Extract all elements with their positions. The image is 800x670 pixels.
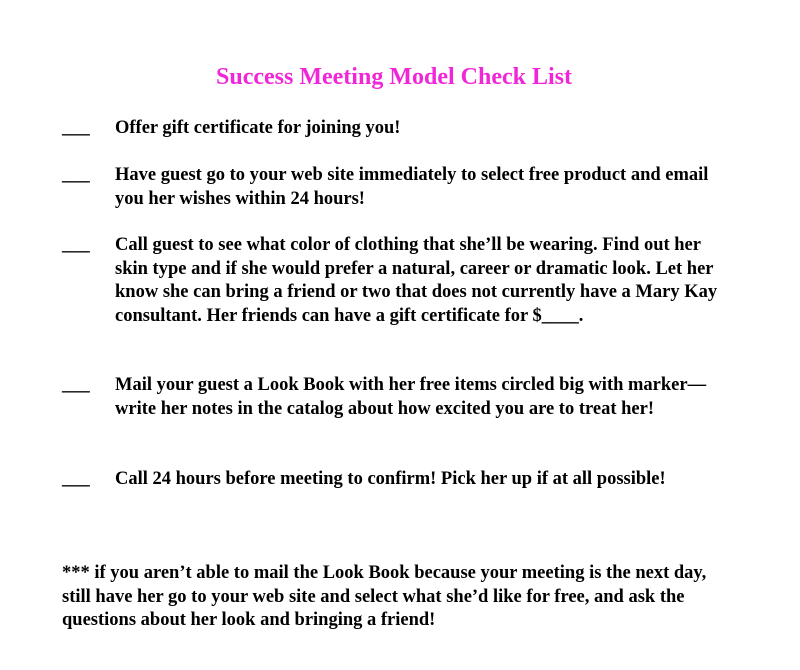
checkbox-blank: ___ — [62, 469, 90, 489]
page-title: Success Meeting Model Check List — [216, 64, 572, 90]
checklist-item-text: Mail your guest a Look Book with her free items circled big with marker—write her notes in the catalog about how excited you are to treat her! — [115, 375, 707, 419]
checkbox-blank: ___ — [62, 165, 90, 185]
checklist-item-text: Call guest to see what color of clothing that she’ll be wearing. Find out her skin type and if she would prefer a natural, career or dramatic look. Let her know she can bring a friend or two that does not currently have a Mary Kay consultant. Her friends can have a gift certificate for $____. — [115, 235, 718, 326]
footnote: *** if you aren’t able to mail the Look Book because your meeting is the next day, still have her go to your web site and select what she’d like for free, and ask the questions about her look and bringing a friend! — [62, 563, 707, 630]
checklist-item-text: Call 24 hours before meeting to confirm! Pick her up if at all possible! — [115, 469, 666, 489]
checkbox-blank: ___ — [62, 375, 90, 395]
checklist-item-text: Offer gift certificate for joining you! — [115, 118, 401, 138]
checkbox-blank: ___ — [62, 118, 90, 138]
checkbox-blank: ___ — [62, 235, 90, 255]
checklist-item-text: Have guest go to your web site immediately to select free product and email you her wishes within 24 hours! — [115, 165, 709, 209]
